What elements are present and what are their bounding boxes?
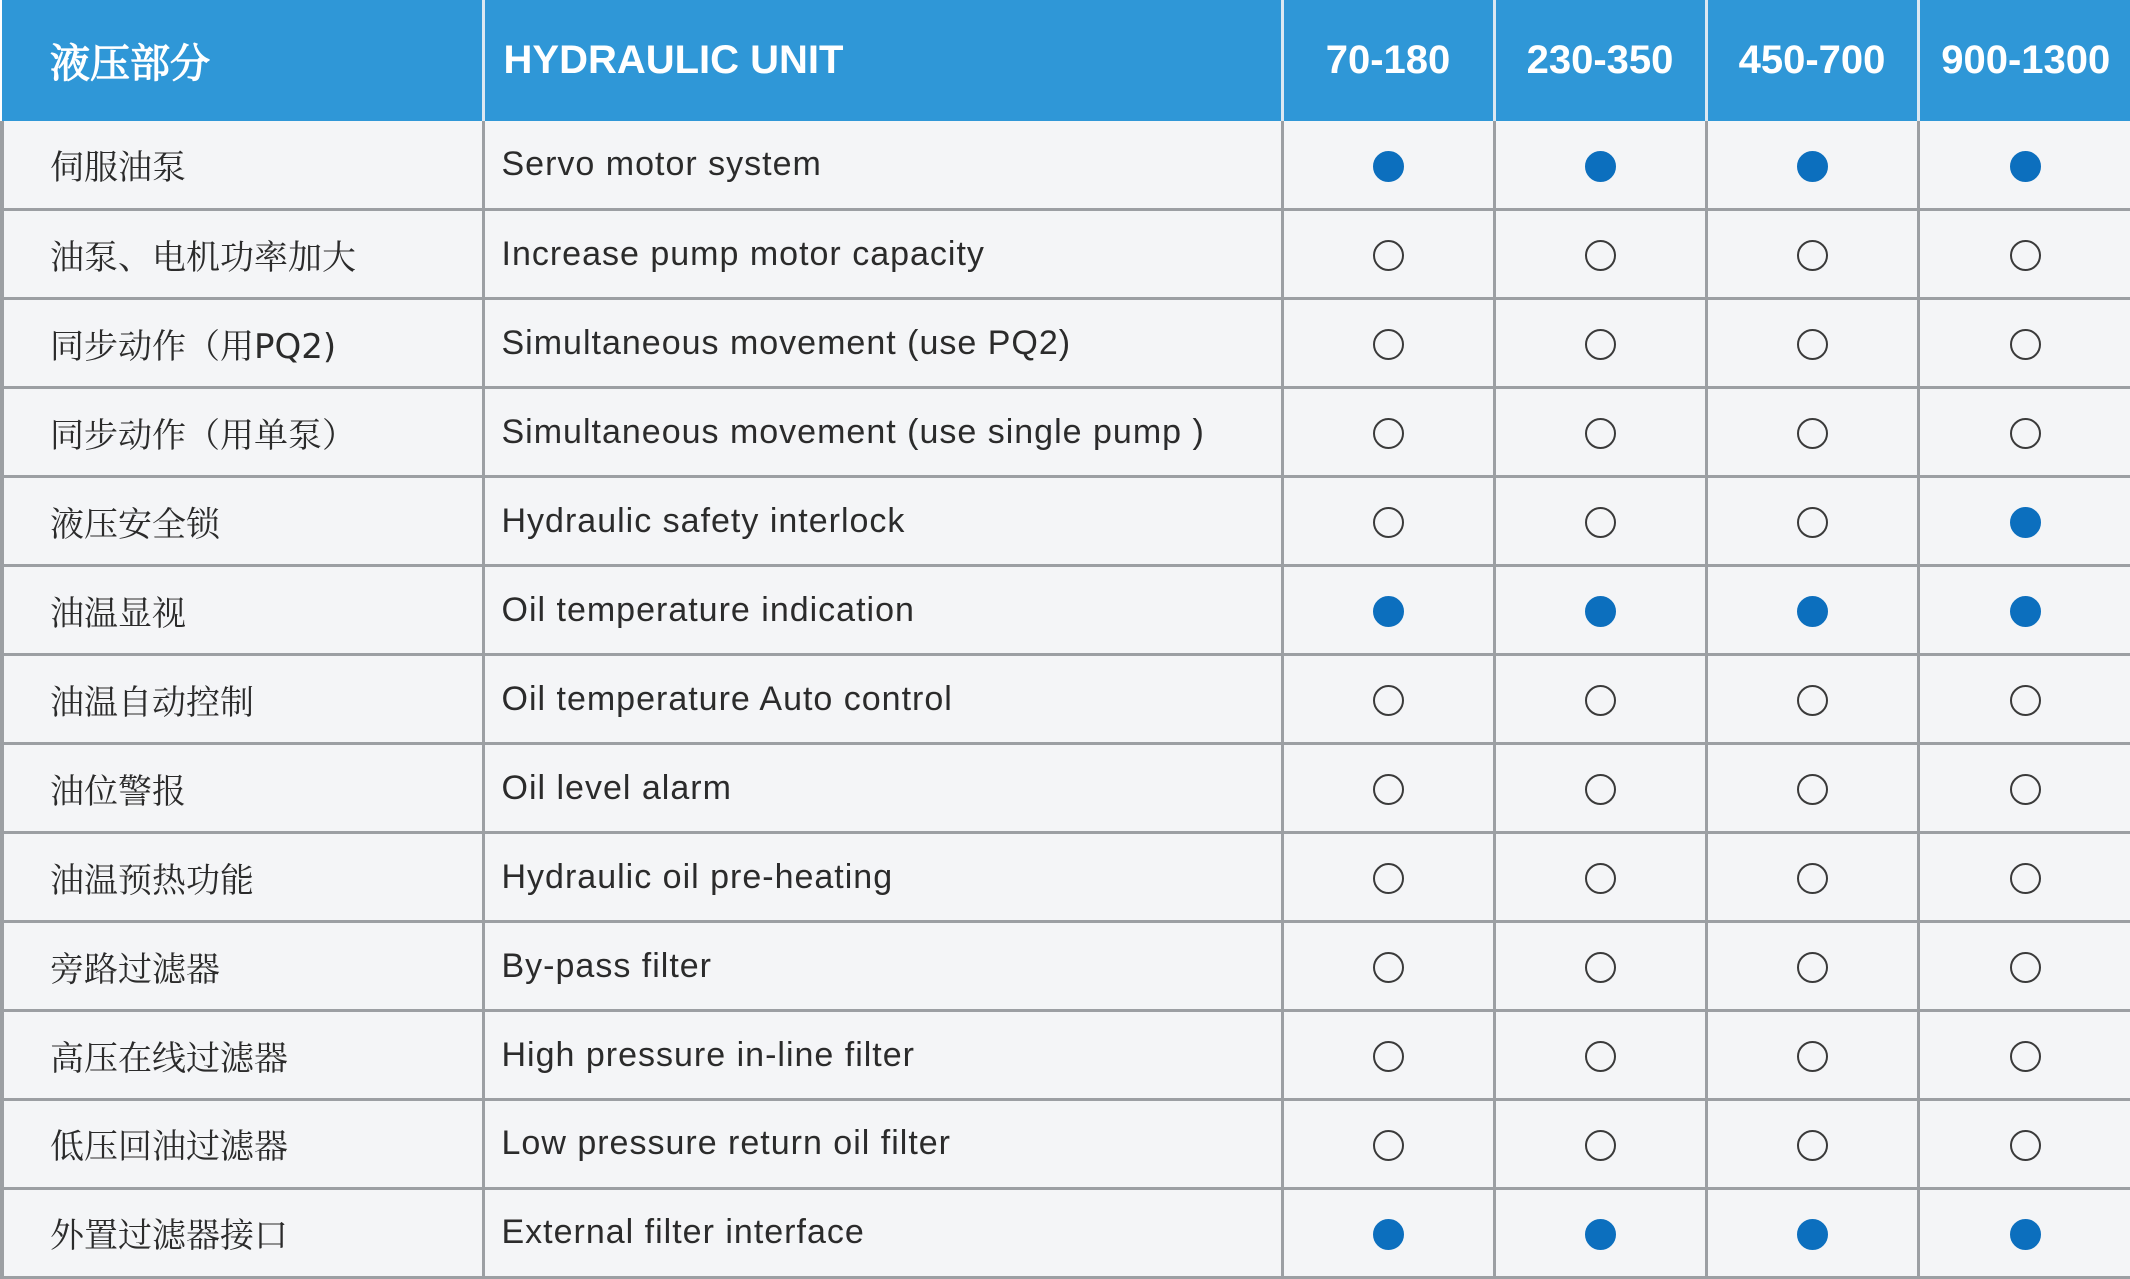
availability-cell [1494,1011,1706,1100]
hollow-circle-icon [1585,507,1616,538]
hollow-circle-icon [1585,774,1616,805]
header-cn-title: 液压部分 [2,0,483,121]
availability-cell [1918,922,2130,1011]
hollow-circle-icon [1797,1130,1828,1161]
feature-name-cn: 油温自动控制 [2,655,483,744]
availability-cell [1706,1011,1918,1100]
hollow-circle-icon [1585,1130,1616,1161]
feature-name-en: Simultaneous movement (use PQ2) [483,299,1282,388]
feature-name-en: Low pressure return oil filter [483,1099,1282,1188]
hollow-circle-icon [1585,685,1616,716]
availability-cell [1918,1099,2130,1188]
table-row [2,1188,2130,1277]
hollow-circle-icon [1373,774,1404,805]
hollow-circle-icon [1373,329,1404,360]
hollow-circle-icon [2010,952,2041,983]
hollow-circle-icon [2010,1130,2041,1161]
hollow-circle-icon [2010,329,2041,360]
feature-name-cn: 外置过滤器接口 [2,1188,483,1277]
availability-cell [1918,744,2130,833]
hollow-circle-icon [2010,1041,2041,1072]
header-row [2,0,2130,121]
table-row [2,210,2130,299]
availability-cell [1706,210,1918,299]
hollow-circle-icon [1797,507,1828,538]
filled-circle-icon [1585,1219,1616,1250]
availability-cell [1282,655,1494,744]
feature-name-en: Hydraulic oil pre-heating [483,833,1282,922]
availability-cell [1282,833,1494,922]
feature-name-en: High pressure in-line filter [483,1011,1282,1100]
hollow-circle-icon [1373,507,1404,538]
feature-name-cn: 油温预热功能 [2,833,483,922]
hollow-circle-icon [1797,685,1828,716]
filled-circle-icon [2010,596,2041,627]
availability-cell [1918,477,2130,566]
hollow-circle-icon [2010,685,2041,716]
filled-circle-icon [1797,151,1828,182]
feature-name-en: Simultaneous movement (use single pump ) [483,388,1282,477]
table-row [2,744,2130,833]
availability-cell [1706,744,1918,833]
table-row [2,922,2130,1011]
availability-cell [1706,655,1918,744]
hollow-circle-icon [1797,1041,1828,1072]
availability-cell [1282,210,1494,299]
filled-circle-icon [2010,1219,2041,1250]
feature-name-cn: 同步动作（用PQ2) [2,299,483,388]
availability-cell [1494,299,1706,388]
hollow-circle-icon [1373,863,1404,894]
hollow-circle-icon [2010,240,2041,271]
feature-name-en: Oil temperature Auto control [483,655,1282,744]
availability-cell [1918,1011,2130,1100]
availability-cell [1282,744,1494,833]
availability-cell [1494,655,1706,744]
header-en-title: HYDRAULIC UNIT [483,0,1282,121]
availability-cell [1706,299,1918,388]
feature-name-en: Oil temperature indication [483,566,1282,655]
availability-cell [1494,833,1706,922]
availability-cell [1494,210,1706,299]
feature-name-cn: 伺服油泵 [2,121,483,210]
availability-cell [1494,388,1706,477]
availability-cell [1282,566,1494,655]
feature-name-cn: 同步动作（用单泵） [2,388,483,477]
availability-cell [1282,1099,1494,1188]
filled-circle-icon [1585,596,1616,627]
availability-cell [1282,922,1494,1011]
feature-name-cn: 液压安全锁 [2,477,483,566]
availability-cell [1494,1099,1706,1188]
table-row [2,833,2130,922]
hollow-circle-icon [1797,329,1828,360]
table-row [2,477,2130,566]
availability-cell [1706,1188,1918,1277]
availability-cell [1282,121,1494,210]
filled-circle-icon [1585,151,1616,182]
hollow-circle-icon [1585,863,1616,894]
hollow-circle-icon [2010,418,2041,449]
availability-cell [1918,299,2130,388]
feature-name-cn: 低压回油过滤器 [2,1099,483,1188]
feature-name-en: Increase pump motor capacity [483,210,1282,299]
availability-cell [1494,1188,1706,1277]
availability-cell [1706,566,1918,655]
hollow-circle-icon [1373,1041,1404,1072]
hollow-circle-icon [1585,1041,1616,1072]
filled-circle-icon [1373,151,1404,182]
hollow-circle-icon [1585,240,1616,271]
table-row [2,388,2130,477]
hollow-circle-icon [1585,329,1616,360]
availability-cell [1282,388,1494,477]
hollow-circle-icon [1373,1130,1404,1161]
availability-cell [1706,833,1918,922]
table-row [2,655,2130,744]
table-body [2,121,2130,1278]
availability-cell [1918,833,2130,922]
hollow-circle-icon [2010,774,2041,805]
table-row [2,1011,2130,1100]
filled-circle-icon [2010,507,2041,538]
availability-cell [1918,388,2130,477]
availability-cell [1494,744,1706,833]
availability-cell [1282,299,1494,388]
feature-name-en: By-pass filter [483,922,1282,1011]
filled-circle-icon [1373,596,1404,627]
availability-cell [1282,1188,1494,1277]
feature-name-cn: 油泵、电机功率加大 [2,210,483,299]
feature-name-en: External filter interface [483,1188,1282,1277]
feature-name-cn: 油位警报 [2,744,483,833]
hollow-circle-icon [1373,418,1404,449]
availability-cell [1706,388,1918,477]
availability-cell [1706,477,1918,566]
availability-cell [1706,121,1918,210]
header-model-3: 450-700 [1706,0,1918,121]
feature-name-cn: 油温显视 [2,566,483,655]
availability-cell [1282,477,1494,566]
availability-cell [1494,121,1706,210]
feature-name-en: Servo motor system [483,121,1282,210]
availability-cell [1494,566,1706,655]
hollow-circle-icon [1585,418,1616,449]
hollow-circle-icon [1797,774,1828,805]
availability-cell [1918,210,2130,299]
hollow-circle-icon [1797,863,1828,894]
header-model-2: 230-350 [1494,0,1706,121]
availability-cell [1918,655,2130,744]
hollow-circle-icon [2010,863,2041,894]
hollow-circle-icon [1373,240,1404,271]
table-row [2,1099,2130,1188]
hollow-circle-icon [1797,240,1828,271]
availability-cell [1494,922,1706,1011]
filled-circle-icon [1797,1219,1828,1250]
availability-cell [1918,566,2130,655]
filled-circle-icon [1373,1219,1404,1250]
feature-name-en: Hydraulic safety interlock [483,477,1282,566]
header-model-1: 70-180 [1282,0,1494,121]
feature-name-cn: 旁路过滤器 [2,922,483,1011]
hollow-circle-icon [1373,952,1404,983]
table-row [2,299,2130,388]
feature-name-cn: 高压在线过滤器 [2,1011,483,1100]
availability-cell [1918,1188,2130,1277]
availability-cell [1706,1099,1918,1188]
table-row [2,121,2130,210]
availability-cell [1918,121,2130,210]
table-row [2,566,2130,655]
availability-cell [1706,922,1918,1011]
table-header [2,0,2130,121]
hollow-circle-icon [1797,418,1828,449]
availability-cell [1282,1011,1494,1100]
header-model-4: 900-1300 [1918,0,2130,121]
hollow-circle-icon [1585,952,1616,983]
hollow-circle-icon [1797,952,1828,983]
filled-circle-icon [1797,596,1828,627]
filled-circle-icon [2010,151,2041,182]
hollow-circle-icon [1373,685,1404,716]
feature-name-en: Oil level alarm [483,744,1282,833]
availability-cell [1494,477,1706,566]
